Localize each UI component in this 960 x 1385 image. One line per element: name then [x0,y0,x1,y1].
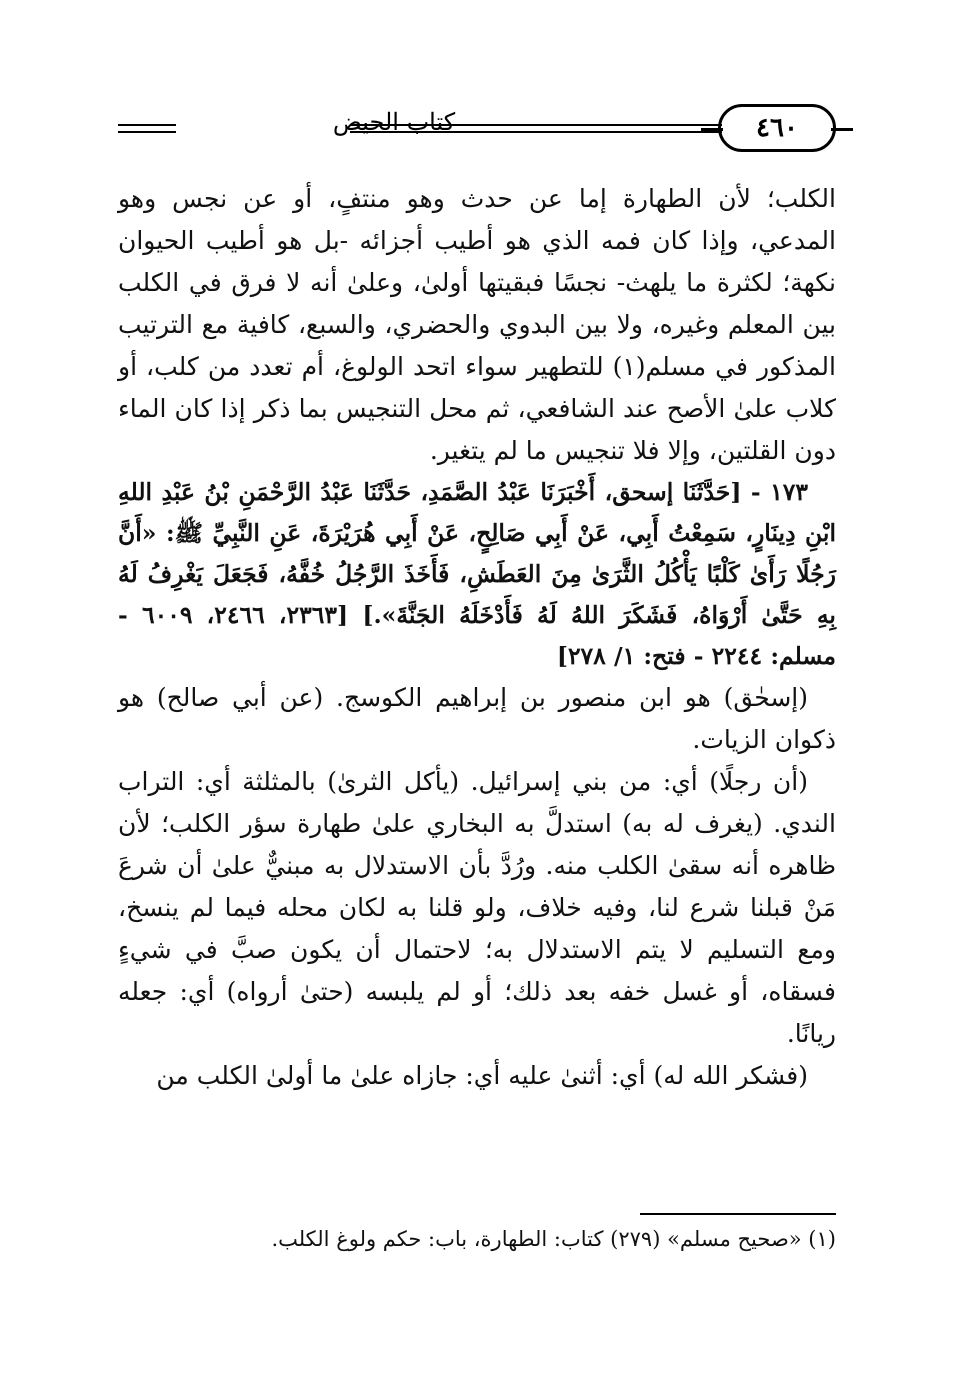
page-number: ٤٦٠ [756,113,798,143]
commentary-paragraph: (إسحٰق) هو ابن منصور بن إبراهيم الكوسج. (عن أبي صالح) هو ذكوان الزيات. [118,683,836,754]
page-header [118,100,836,156]
page-number-badge [718,104,836,152]
commentary-paragraph: الكلب؛ لأن الطهارة إما عن حدث وهو منتفٍ، أو عن نجس وهو المدعي، وإذا كان فمه الذي هو أطيب أجزائه -بل هو أطيب الحيوان نكهة؛ لكثرة ما يلهث- نجسًا فبقيتها أولىٰ، وعلىٰ أنه لا فرق في الكلب بين المعلم وغيره، ولا بين البدوي والحضري، والسبع، كافية مع الترتيب المذكور في مسلم(١) للتطهير سواء اتحد الولوغ، أم تعدد من كلب، أو كلاب علىٰ الأصح عند الشافعي، ثم محل التنجيس بما ذكر إذا كان الماء دون القلتين، وإلا فلا تنجيس ما لم يتغير. [118,184,836,465]
header-rule-middle-top [350,124,722,126]
book-title: كتاب الحيض [332,108,456,136]
hadith-text: ١٧٣ - [حَدَّثَنَا إسحق، أَخْبَرَنَا عَبْدُ الصَّمَدِ، حَدَّثَنَا عَبْدُ الرَّحْمَنِ بْنُ عَبْدِ اللهِ ابْنِ دِينَارٍ، سَمِعْتُ أَبِي، عَنْ أَبِي صَالِحٍ، عَنْ أَبِي هُرَيْرَةَ، عَنِ النَّبِيِّ ﷺ: «أَنَّ رَجُلًا رَأَىٰ كَلْبًا يَأْكُلُ الثَّرَىٰ مِنَ العَطَشِ، فَأَخَذَ الرَّجُلُ خُفَّهُ، فَجَعَلَ يَغْرِفُ لَهُ بِهِ حَتَّىٰ أَرْوَاهُ، فَشَكَرَ اللهُ لَهُ فَأَدْخَلَهُ الجَنَّةَ».] [٢٣٦٣، ٢٤٦٦، ٦٠٠٩ - مسلم: ٢٢٤٤ - فتح: ١/ ٢٧٨] [118,478,836,670]
page-body [118,178,836,1097]
header-rule-left-bottom [118,131,176,133]
footnote: (١) «صحيح مسلم» (٢٧٩) كتاب: الطهارة، باب: حكم ولوغ الكلب. [271,1227,836,1251]
header-rule-middle-bottom [350,131,722,133]
footnote-divider [640,1213,836,1215]
commentary-paragraph: (أن رجلًا) أي: من بني إسرائيل. (يأكل الثرىٰ) بالمثلثة أي: التراب الندي. (يغرف له به) استدلَّ به البخاري علىٰ طهارة سؤر الكلب؛ لأن ظاهره أنه سقىٰ الكلب منه. ورُدَّ بأن الاستدلال به مبنيٌّ علىٰ أن شرعَ مَنْ قبلنا شرع لنا، وفيه خلاف، ولو قلنا به لكان محله فيما لم ينسخ، ومع التسليم لا يتم الاستدلال به؛ لاحتمال أن يكون صبَّ في شيءٍ فسقاه، أو غسل خفه بعد ذلك؛ أو لم يلبسه (حتىٰ أرواه) أي: جعله ريانًا. [118,767,836,1048]
commentary-paragraph: (فشكر الله له) أي: أثنىٰ عليه أي: جازاه علىٰ ما أولىٰ الكلب من [156,1061,808,1090]
header-rule-left-top [118,124,176,126]
